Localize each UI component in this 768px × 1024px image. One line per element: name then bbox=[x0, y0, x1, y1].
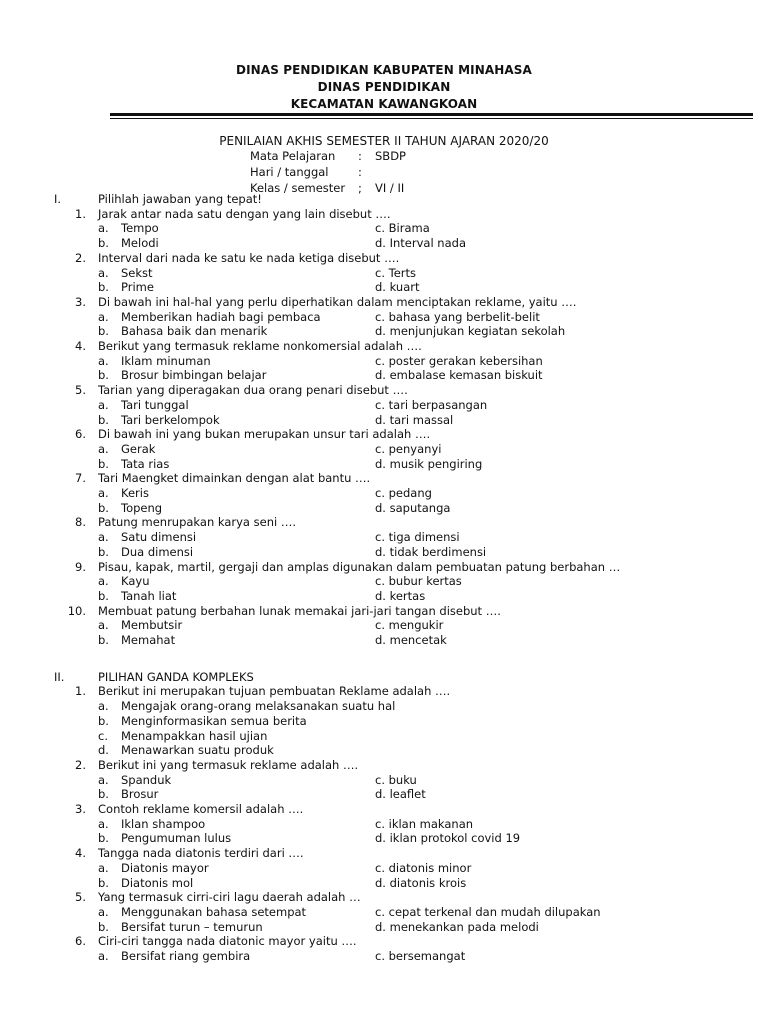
option-text: Tanah liat bbox=[121, 588, 177, 603]
option-text-right: c. penyanyi bbox=[375, 441, 442, 456]
question bbox=[0, 684, 768, 699]
question-number: 2. bbox=[75, 250, 86, 265]
meta-value: VI / II bbox=[375, 181, 405, 195]
question-text: Yang termasuk cirri-ciri lagu daerah adalah … bbox=[98, 890, 361, 905]
option-text: Topeng bbox=[121, 500, 163, 515]
question-text: Berikut ini yang termasuk reklame adalah …. bbox=[98, 757, 359, 772]
option-letter: a. bbox=[98, 574, 109, 589]
option-text-right: d. saputanga bbox=[375, 500, 451, 515]
option-letter: b. bbox=[98, 324, 109, 339]
header-rule-thick bbox=[110, 113, 753, 116]
option-text-right: d. musik pengiring bbox=[375, 456, 483, 471]
option-row bbox=[0, 486, 768, 501]
option-text-right: d. tidak berdimensi bbox=[375, 544, 487, 559]
option-text-right: c. bersemangat bbox=[375, 949, 466, 963]
question-number: 9. bbox=[75, 559, 86, 574]
option-text-right: d. diatonis krois bbox=[375, 875, 467, 890]
option-letter: d. bbox=[98, 743, 109, 758]
option-text-right: c. tari berpasangan bbox=[375, 397, 488, 412]
option-text-right: d. embalase kemasan biskuit bbox=[375, 368, 543, 383]
header-rule-thin bbox=[110, 118, 753, 119]
question-number: 3. bbox=[75, 802, 86, 816]
question bbox=[0, 758, 768, 773]
option-text-right: c. Terts bbox=[375, 265, 417, 280]
question bbox=[0, 207, 768, 222]
option-text: Mengajak orang-orang melaksanakan suatu hal bbox=[121, 699, 396, 714]
option-text-right: c. poster gerakan kebersihan bbox=[375, 353, 543, 368]
question bbox=[0, 802, 768, 817]
question bbox=[0, 339, 768, 354]
option-row bbox=[0, 743, 768, 758]
option-letter: b. bbox=[98, 236, 109, 251]
question bbox=[0, 846, 768, 861]
option-letter: a. bbox=[98, 904, 109, 919]
option-text: Keris bbox=[121, 486, 149, 500]
option-letter: b. bbox=[98, 280, 109, 295]
header-district: KECAMATAN KAWANGKOAN bbox=[290, 97, 478, 111]
option-text-right: c. tiga dimensi bbox=[375, 530, 460, 545]
option-text: Pengumuman lulus bbox=[121, 831, 232, 846]
option-text-right: c. buku bbox=[375, 772, 417, 787]
meta-label: Hari / tanggal bbox=[250, 165, 329, 179]
option-text: Melodi bbox=[121, 236, 159, 251]
question-number: 6. bbox=[75, 427, 86, 442]
option-row bbox=[0, 574, 768, 589]
header-department: DINAS PENDIDIKAN bbox=[317, 80, 451, 94]
question bbox=[0, 934, 768, 949]
option-text-right: c. bubur kertas bbox=[375, 574, 462, 589]
option-row bbox=[0, 920, 768, 935]
option-text-right: d. kertas bbox=[375, 588, 426, 603]
option-letter: a. bbox=[98, 265, 109, 280]
option-letter: c. bbox=[98, 728, 108, 743]
option-row bbox=[0, 831, 768, 846]
option-text: Sekst bbox=[121, 265, 153, 280]
option-text: Dua dimensi bbox=[121, 544, 194, 559]
question-number: 1. bbox=[75, 206, 86, 221]
question bbox=[0, 295, 768, 310]
option-text-right: d. iklan protokol covid 19 bbox=[375, 831, 521, 846]
meta-value: SBDP bbox=[375, 149, 406, 163]
option-letter: b. bbox=[98, 588, 109, 603]
option-letter: a. bbox=[98, 353, 109, 368]
section-heading bbox=[0, 670, 768, 685]
question bbox=[0, 515, 768, 530]
option-text-right: c. cepat terkenal dan mudah dilupakan bbox=[375, 904, 601, 919]
option-letter: a. bbox=[98, 530, 109, 545]
option-row bbox=[0, 861, 768, 876]
option-row bbox=[0, 949, 768, 964]
option-row bbox=[0, 729, 768, 744]
option-text-right: c. mengukir bbox=[375, 618, 444, 633]
question-text: Tarian yang diperagakan dua orang penari disebut …. bbox=[98, 383, 408, 398]
option-row bbox=[0, 413, 768, 428]
question-number: 7. bbox=[75, 471, 86, 486]
option-row bbox=[0, 817, 768, 832]
option-row bbox=[0, 457, 768, 472]
option-row bbox=[0, 876, 768, 891]
option-text-right: c. Birama bbox=[375, 221, 430, 236]
option-text: Bersifat riang gembira bbox=[121, 949, 251, 963]
option-letter: b. bbox=[98, 787, 109, 802]
question-text: Contoh reklame komersil adalah …. bbox=[98, 802, 304, 816]
option-text-right: c. iklan makanan bbox=[375, 816, 474, 831]
option-row bbox=[0, 545, 768, 560]
option-letter: b. bbox=[98, 919, 109, 934]
option-letter: b. bbox=[98, 713, 109, 728]
question-text: Berikut yang termasuk reklame nonkomersial adalah …. bbox=[98, 339, 422, 353]
option-letter: b. bbox=[98, 500, 109, 515]
section-number: II. bbox=[54, 669, 65, 684]
question-text: Di bawah ini hal-hal yang perlu diperhatikan dalam menciptakan reklame, yaitu …. bbox=[98, 294, 577, 309]
option-text-right: d. kuart bbox=[375, 280, 420, 295]
option-text: Brosur bimbingan belajar bbox=[121, 368, 267, 383]
option-text: Bahasa baik dan menarik bbox=[121, 324, 268, 339]
option-row bbox=[0, 221, 768, 236]
question bbox=[0, 427, 768, 442]
exam-title: PENILAIAN AKHIS SEMESTER II TAHUN AJARAN 2020/20 bbox=[219, 134, 549, 148]
option-text: Bersifat turun – temurun bbox=[121, 919, 263, 934]
option-text-right: d. Interval nada bbox=[375, 236, 466, 251]
meta-label: Kelas / semester bbox=[250, 181, 346, 195]
question-number: 5. bbox=[75, 890, 86, 905]
option-row bbox=[0, 324, 768, 339]
question-text: Interval dari nada ke satu ke nada ketiga disebut …. bbox=[98, 250, 400, 265]
option-text-right: c. pedang bbox=[375, 486, 432, 500]
option-letter: a. bbox=[98, 699, 109, 714]
section-title: Pilihlah jawaban yang tepat! bbox=[98, 192, 262, 206]
option-letter: a. bbox=[98, 441, 109, 456]
question-number: 10. bbox=[67, 603, 86, 618]
option-text: Tari tunggal bbox=[121, 397, 189, 412]
question-number: 3. bbox=[75, 294, 86, 309]
option-row bbox=[0, 773, 768, 788]
question bbox=[0, 251, 768, 266]
option-text-right: c. diatonis minor bbox=[375, 860, 472, 875]
question-text: Di bawah ini yang bukan merupakan unsur tari adalah …. bbox=[98, 427, 431, 442]
option-row bbox=[0, 530, 768, 545]
option-letter: b. bbox=[98, 368, 109, 383]
option-text: Menginformasikan semua berita bbox=[121, 713, 307, 728]
option-row bbox=[0, 398, 768, 413]
option-letter: a. bbox=[98, 772, 109, 787]
option-letter: a. bbox=[98, 221, 109, 236]
option-row bbox=[0, 699, 768, 714]
option-text: Iklam minuman bbox=[121, 353, 211, 368]
question bbox=[0, 604, 768, 619]
question-text: Patung menrupakan karya seni …. bbox=[98, 515, 296, 530]
option-letter: b. bbox=[98, 633, 109, 647]
option-text: Diatonis mayor bbox=[121, 860, 209, 875]
question-text: Tangga nada diatonis terdiri dari …. bbox=[98, 846, 304, 861]
section-title: PILIHAN GANDA KOMPLEKS bbox=[98, 669, 254, 684]
question-number: 6. bbox=[75, 934, 86, 949]
option-letter: a. bbox=[98, 949, 109, 963]
option-text: Memberikan hadiah bagi pembaca bbox=[121, 309, 321, 324]
option-text: Tempo bbox=[121, 221, 159, 236]
option-text: Memahat bbox=[121, 633, 176, 647]
option-text: Prime bbox=[121, 280, 154, 295]
option-row bbox=[0, 442, 768, 457]
option-letter: a. bbox=[98, 309, 109, 324]
option-letter: b. bbox=[98, 875, 109, 890]
option-text: Brosur bbox=[121, 787, 159, 802]
question-text: Jarak antar nada satu dengan yang lain disebut …. bbox=[98, 206, 391, 221]
option-row bbox=[0, 236, 768, 251]
option-row bbox=[0, 905, 768, 920]
question bbox=[0, 890, 768, 905]
question bbox=[0, 383, 768, 398]
option-row bbox=[0, 633, 768, 648]
option-row bbox=[0, 501, 768, 516]
meta-colon: ; bbox=[358, 181, 362, 195]
option-text: Diatonis mol bbox=[121, 875, 194, 890]
option-text: Spanduk bbox=[121, 772, 172, 787]
question-text: Tari Maengket dimainkan dengan alat bantu …. bbox=[98, 471, 371, 486]
option-letter: b. bbox=[98, 456, 109, 471]
meta-colon: : bbox=[358, 165, 362, 179]
option-row bbox=[0, 368, 768, 383]
meta-label: Mata Pelajaran bbox=[250, 149, 336, 163]
option-text: Iklan shampoo bbox=[121, 816, 206, 831]
option-text: Membutsir bbox=[121, 618, 183, 633]
option-letter: a. bbox=[98, 618, 109, 633]
question-number: 1. bbox=[75, 684, 86, 699]
option-text-right: d. menekankan pada melodi bbox=[375, 919, 539, 934]
option-letter: a. bbox=[98, 816, 109, 831]
option-text: Menggunakan bahasa setempat bbox=[121, 904, 307, 919]
option-letter: a. bbox=[98, 486, 109, 500]
question-text: Ciri-ciri tangga nada diatonic mayor yaitu …. bbox=[98, 934, 357, 949]
option-letter: b. bbox=[98, 412, 109, 427]
question-text: Pisau, kapak, martil, gergaji dan amplas digunakan dalam pembuatan patung berbahan … bbox=[98, 559, 621, 574]
option-text: Menampakkan hasil ujian bbox=[121, 728, 268, 743]
option-text: Menawarkan suatu produk bbox=[121, 743, 274, 758]
section-number: I. bbox=[54, 192, 62, 206]
option-row bbox=[0, 354, 768, 369]
option-row bbox=[0, 589, 768, 604]
option-row bbox=[0, 266, 768, 281]
option-letter: b. bbox=[98, 544, 109, 559]
header-agency: DINAS PENDIDIKAN KABUPATEN MINAHASA bbox=[236, 63, 532, 77]
option-row bbox=[0, 787, 768, 802]
section-heading bbox=[0, 192, 768, 207]
option-text-right: d. tari massal bbox=[375, 412, 454, 427]
option-row bbox=[0, 618, 768, 633]
question-text: Membuat patung berbahan lunak memakai jari-jari tangan disebut …. bbox=[98, 603, 501, 618]
option-text: Tata rias bbox=[121, 456, 170, 471]
option-text-right: d. mencetak bbox=[375, 633, 447, 647]
option-row bbox=[0, 280, 768, 295]
question-number: 2. bbox=[75, 757, 86, 772]
option-letter: a. bbox=[98, 397, 109, 412]
option-text: Tari berkelompok bbox=[121, 412, 220, 427]
option-row bbox=[0, 310, 768, 325]
question bbox=[0, 560, 768, 575]
question-number: 5. bbox=[75, 383, 86, 398]
option-text: Kayu bbox=[121, 574, 150, 589]
option-text-right: d. leaflet bbox=[375, 787, 426, 802]
question-text: Berikut ini merupakan tujuan pembuatan Reklame adalah …. bbox=[98, 684, 451, 699]
question-number: 4. bbox=[75, 339, 86, 353]
option-letter: a. bbox=[98, 860, 109, 875]
question bbox=[0, 471, 768, 486]
question-number: 4. bbox=[75, 846, 86, 861]
option-row bbox=[0, 714, 768, 729]
option-text: Satu dimensi bbox=[121, 530, 197, 545]
question-number: 8. bbox=[75, 515, 86, 530]
option-letter: b. bbox=[98, 831, 109, 846]
option-text-right: c. bahasa yang berbelit-belit bbox=[375, 309, 540, 324]
option-text: Gerak bbox=[121, 441, 156, 456]
option-text-right: d. menjunjukan kegiatan sekolah bbox=[375, 324, 566, 339]
meta-colon: : bbox=[358, 149, 362, 163]
